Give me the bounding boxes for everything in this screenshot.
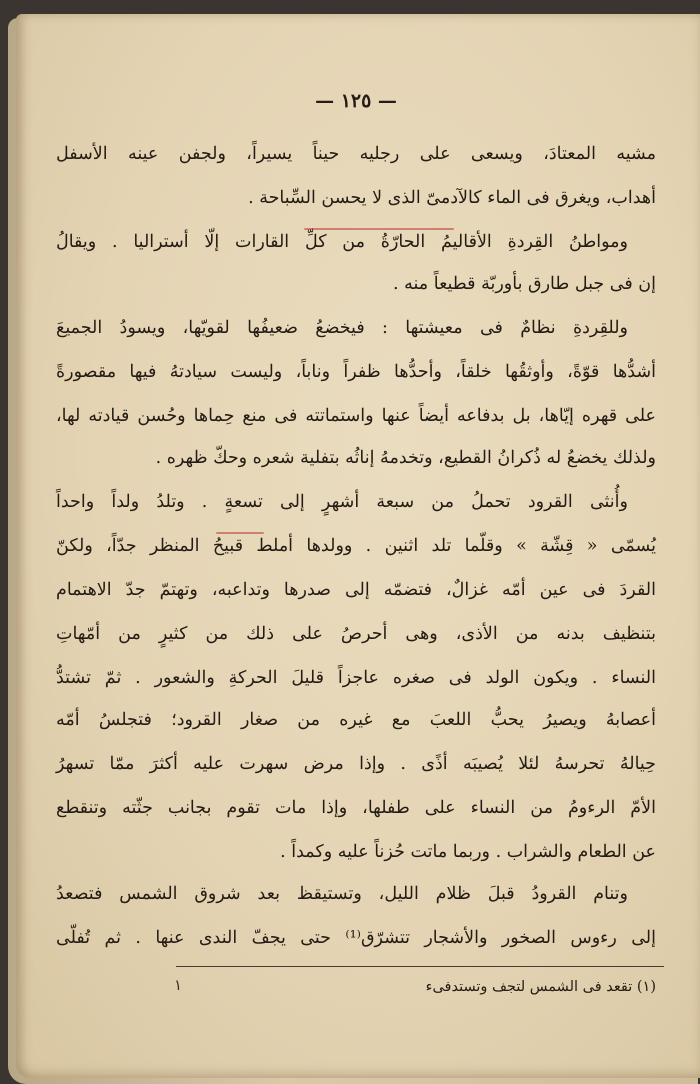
text-line: إن فى جبل طارق بأوربّة قطيعاً منه . bbox=[393, 274, 656, 294]
text-line: وللقِردةِ نظامٌ فى معيشتها : فيخضعُ ضعيفُها لقويّها، ويسودُ الجميعَ bbox=[56, 318, 628, 338]
text-line: على قهره إيّاها، بل بدفاعه أيضاً عنها واستماتته فى منع حِماها وحُسن قيادته لها، bbox=[56, 406, 656, 426]
book-page bbox=[16, 14, 700, 1078]
text-line: أهداب، ويغرق فى الماء كالآدمىّ الذى لا يحسن السِّباحة . bbox=[248, 188, 656, 208]
text-line: الأمّ الرءومُ من النساء على طفلها، وإذا مات تقوم بجانب جثّته وتنقطع bbox=[56, 798, 656, 818]
text-line: أعصابهُ ويصيرُ يحبُّ اللعبَ مع غيره من صغار القرود؛ فتجلسُ أمّه bbox=[56, 710, 656, 730]
corner-mark: ١ bbox=[174, 976, 183, 994]
text-line: حِيالهُ تحرسهُ لئلا يُصيبَه أذًى . وإذا مرض سهرت عليه أكثرَ ممّا تسهرُ bbox=[56, 754, 656, 774]
footnote-rule bbox=[176, 966, 664, 967]
red-ink-underline bbox=[216, 532, 264, 534]
footnote: (١) تقعد فى الشمس لتجف وتستدفىء bbox=[425, 979, 656, 995]
text-line: بتنظيف بدنه من الأذى، وهى أحرصُ على ذلك من كثيرٍ من أمّهاتِ bbox=[56, 624, 656, 644]
text-line: وأُنثى القرود تحملُ من سبعة أشهرٍ إلى تسعةٍ . وتلدُ ولداً واحداً bbox=[56, 492, 628, 512]
text-line: أشدُّها قوّةً، وأوثقُها خلقاً، وأحدُّها ظفراً وناباً، وليست سيادتهُ فيها مقصورةً bbox=[56, 362, 656, 382]
text-line: ومواطنُ القِردةِ الأقاليمُ الحارّةُ من كلِّ القارات إلّا أستراليا . ويقالُ bbox=[56, 232, 628, 252]
text-line: ولذلك يخضعُ له ذُكرانُ القطيع، وتخدمهُ إناثُه بتفلية شعره وحكّ ظهره . bbox=[155, 448, 656, 468]
text-line: القردَ فى عين أمّه غزالٌ، فتضمّه إلى صدرها وتداعبه، وتهتمّ جدّ الاهتمام bbox=[56, 580, 656, 600]
text-line: إلى رءوس الصخور والأشجار تتشرّق⁽¹⁾ حتى يجفّ الندى عنها . ثم تُفلّى bbox=[56, 928, 656, 948]
text-line: وتنام القرودُ قبلَ ظلام الليل، وتستيقظ بعد شروق الشمس فتصعدُ bbox=[56, 884, 628, 904]
text-line: النساء . ويكون الولد فى صغره عاجزاً قليلَ الحركةِ والشعور . ثمّ تشتدُّ bbox=[56, 668, 656, 688]
text-line: يُسمّى « قِشّة » وقلّما تلد اثنين . وولدها أملط قبيحُ المنظر جدّاً، ولكنّ bbox=[56, 536, 656, 556]
red-ink-underline bbox=[304, 228, 454, 230]
page-number: — ١٢٥ — bbox=[315, 90, 397, 112]
text-line: مشيه المعتادَ، ويسعى على رجليه حيناً يسيراً، ولجفن عينه الأسفل bbox=[56, 144, 656, 164]
text-line: عن الطعام والشراب . وربما ماتت حُزناً عليه وكمداً . bbox=[280, 842, 656, 862]
